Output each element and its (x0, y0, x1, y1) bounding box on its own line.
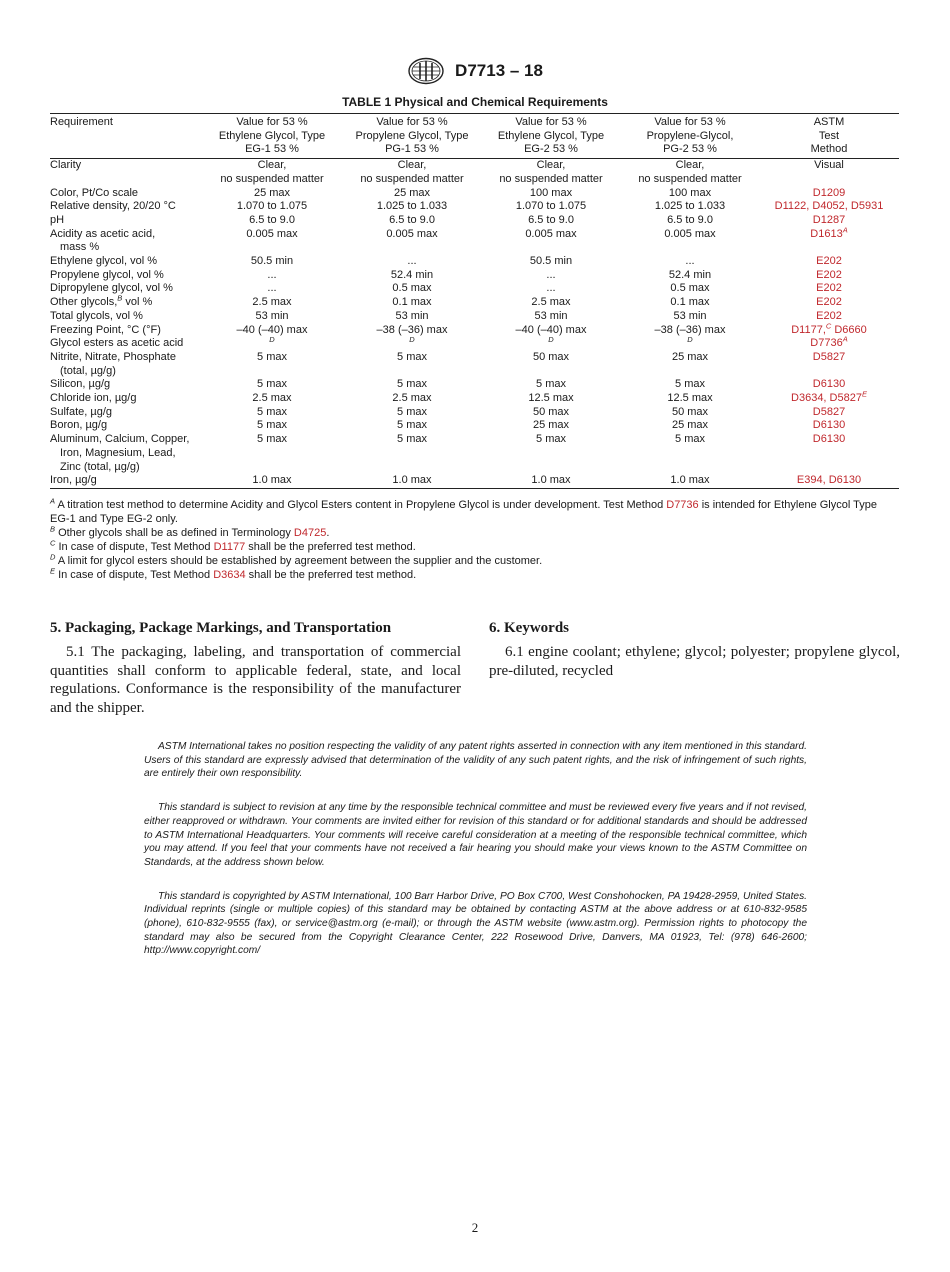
table-row: Relative density, 20/20 °C 1.070 to 1.075 1.025 to 1.033 1.070 to 1.075 1.025 to 1.033 D1122, D4052, D5931 (50, 200, 899, 214)
footnote-link[interactable]: D3634 (213, 569, 246, 581)
method-link[interactable]: D3634, $D5827^E$ (791, 389, 867, 405)
table-row: Boron, µg/g 5 max 5 max 25 max 25 max D6130 (50, 419, 899, 433)
table-row: Clarity Clear, no suspended matter Clear, no suspended matter Clear, no suspended matter Clear, no suspended matter Visual (50, 159, 844, 185)
footnote-e: $^E$ In case of dispute, Test Method D3634 shall be the preferred test method. (50, 566, 417, 581)
table-row: pH 6.5 to 9.0 6.5 to 9.0 6.5 to 9.0 6.5 to 9.0 D1287 (50, 214, 899, 228)
method-link[interactable]: D6130 (812, 433, 846, 446)
section-body: 5.1 The packaging, labeling, and transportation of commercial quantities shall conform to applicable federal, state, and local regulations. Conformance is the responsibility of the manufacturer and the shipper. (50, 644, 461, 716)
method-link[interactable]: E202 (816, 282, 842, 295)
requirements-table (50, 113, 899, 489)
method-link[interactable]: D5827 (812, 350, 846, 363)
page-header (0, 57, 950, 85)
method-link[interactable]: $D7736^A$ (810, 334, 848, 350)
section-heading: 6. Keywords (489, 620, 569, 636)
column-header-pg2: Value for 53 % Propylene-Glycol, PG-2 53 % (646, 116, 734, 156)
method-link[interactable]: E202 (816, 296, 842, 309)
method-link[interactable]: D6130 (812, 378, 846, 391)
table-row: Color, Pt/Co scale 25 max 25 max 100 max 100 max D1209 (50, 187, 899, 201)
method-link[interactable]: D1209 (812, 186, 846, 199)
method-link[interactable]: E202 (816, 268, 842, 281)
footnote-b: $^B$ Other glycols shall be as defined in Terminology D4725. (50, 524, 330, 539)
revision-notice: This standard is subject to revision at any time by the responsible technical committee and must be reviewed every five years and if not revised, either reapproved or withdrawn. Your comments are invited either for revision of this standard or for additional standards and should be addressed to ASTM International Headquarters. Your comments will receive careful consideration at a meeting of the responsible technical committee, which you may attend. If you feel that your comments have not received a fair hearing you should make your views known to the ASTM Committee on Standards, at the address shown below. (144, 802, 807, 868)
method-link[interactable]: D5827 (812, 405, 846, 418)
footnote-link[interactable]: D1177 (213, 541, 246, 553)
table-row: Aluminum, Calcium, Copper, Iron, Magnesium, Lead, Zinc (total, µg/g) 5 max 5 max 5 max 5 max D6130 (50, 433, 899, 474)
table-row: Other glycols,$^B$ vol % 2.5 max 0.1 max 2.5 max 0.1 max E202 (50, 296, 899, 310)
column-header-pg1: Value for 53 % Propylene Glycol, Type PG-1 53 % (355, 116, 469, 156)
table-row: Silicon, µg/g 5 max 5 max 5 max 5 max D6130 (50, 378, 899, 392)
method-link[interactable]: D6130 (812, 419, 846, 432)
method-link[interactable]: D1122, D4052, D5931 (774, 200, 884, 213)
copyright-notice: This standard is copyrighted by ASTM International, 100 Barr Harbor Drive, PO Box C700, West Conshohocken, PA 19428-2959, United States. Individual reprints (single or multiple copies) of this standard may be obtained by contacting ASTM at the above address or at 610-832-9585 (phone), 610-832-9555 (fax), or service@astm.org (e-mail); or through the ASTM website (www.astm.org). Permission rights to photocopy the standard may also be secured from the Copyright Clearance Center, 222 Rosewood Drive, Danvers, MA 01923, Tel: (978) 646-2600; http://www.copyright.com/ (144, 890, 807, 957)
section-heading: 5. Packaging, Package Markings, and Transportation (50, 620, 392, 636)
method-link[interactable]: E202 (816, 309, 842, 322)
method-link[interactable]: D1177,$^C$ D6660 (791, 320, 867, 336)
method-link[interactable]: E202 (816, 255, 842, 268)
table-row: Nitrite, Nitrate, Phosphate (total, µg/g) 5 max 5 max 50 max 25 max D5827 (50, 351, 899, 378)
footnote-link[interactable]: D4725 (293, 527, 327, 539)
footnote-link[interactable]: D7736 (666, 499, 699, 511)
table-row: Acidity as acetic acid, mass % 0.005 max 0.005 max 0.005 max 0.005 max $D1613^A$ (50, 228, 899, 255)
section-6 (489, 620, 900, 680)
column-header-requirement: Requirement (50, 116, 113, 128)
footnote-c: $^C$ In case of dispute, Test Method D1177 shall be the preferred test method. (50, 538, 416, 553)
astm-logo-icon (407, 57, 445, 85)
legal-notices (144, 740, 807, 978)
patent-notice: ASTM International takes no position respecting the validity of any patent rights asserted in connection with any item mentioned in this standard. Users of this standard are expressly advised that determination of the validity of any such patent rights, and the risk of infringement of such rights, are entirely their own responsibility. (144, 741, 807, 780)
method-link[interactable]: E394, D6130 (796, 474, 862, 487)
table-row: Chloride ion, µg/g 2.5 max 2.5 max 12.5 max 12.5 max D3634, $D5827^E$ (50, 392, 899, 406)
table-row: Sulfate, µg/g 5 max 5 max 50 max 50 max D5827 (50, 406, 899, 420)
section-body: 6.1 engine coolant; ethylene; glycol; polyester; propylene glycol, pre-diluted, recycled (489, 644, 900, 679)
column-header-method: ASTM Test Method (810, 116, 848, 156)
table-row: Propylene glycol, vol % ... 52.4 min ... 52.4 min E202 (50, 269, 899, 283)
table-row: Freezing Point, °C (°F) –40 (–40) max –38 (–36) max –40 (–40) max –38 (–36) max D1177,$^C$ D6660 (50, 324, 899, 338)
table-header-row (50, 114, 899, 159)
column-header-eg2: Value for 53 % Ethylene Glycol, Type EG-2 53 % (497, 116, 605, 156)
method-link[interactable]: $D1613^A$ (810, 224, 848, 240)
footnote-d: $^D$ A limit for glycol esters should be established by agreement between the supplier and the customer. (50, 552, 543, 567)
method-link[interactable]: D1287 (812, 213, 846, 226)
table-title: TABLE 1 Physical and Chemical Requirements (342, 95, 608, 109)
section-5 (50, 620, 461, 717)
table-footnotes (50, 498, 899, 582)
table-row: Iron, µg/g 1.0 max 1.0 max 1.0 max 1.0 max E394, D6130 (50, 474, 899, 488)
footnote-a: $^A$ A titration test method to determine Acidity and Glycol Esters content in Propylene Glycol is under development. Test Method D7736 is intended for Ethylene Glycol Type EG-1 and Type EG-2 only. (50, 496, 878, 525)
document-title: D7713 – 18 (455, 61, 543, 80)
page-number: 2 (471, 1220, 479, 1235)
table-row: Glycol esters as acetic acid $^D$ $^D$ $^D$ $^D$ $D7736^A$ (50, 337, 899, 351)
column-header-eg1: Value for 53 % Ethylene Glycol, Type EG-1 53 % (218, 116, 326, 156)
table-row: Ethylene glycol, vol % 50.5 min ... 50.5 min ... E202 (50, 255, 899, 269)
table-row: Total glycols, vol % 53 min 53 min 53 min 53 min E202 (50, 310, 899, 324)
table-row: Dipropylene glycol, vol % ... 0.5 max ... 0.5 max E202 (50, 282, 899, 296)
